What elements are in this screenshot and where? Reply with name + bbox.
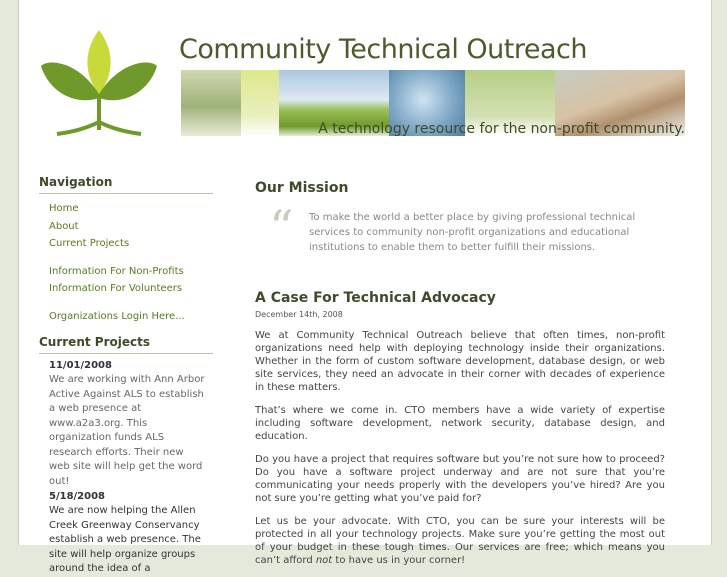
post-title: A Case For Technical Advocacy bbox=[255, 290, 496, 306]
projects-heading: Current Projects bbox=[39, 335, 213, 354]
post-date: December 14th, 2008 bbox=[255, 310, 343, 319]
mission-quote-block bbox=[255, 200, 665, 290]
nav-current-projects-link[interactable]: Current Projects bbox=[49, 238, 130, 249]
project-description: We are now helping the Allen Creek Greenway Conservancy establish a web presence. The site will help organize groups around the idea of a bbox=[49, 505, 201, 574]
post-paragraph: We at Community Technical Outreach believe that often times, non-profit organizations need help with deploying technology inside their organizations. Whether in the form of custom software development, database design, or web site services, they need an advocate in their corner with decades of experience in these matters. bbox=[255, 330, 665, 393]
nav-login-link[interactable]: Organizations Login Here... bbox=[49, 310, 185, 322]
nav-nonprofits-link[interactable]: Information For Non-Profits bbox=[49, 265, 184, 277]
paragraph-emphasis: not bbox=[315, 555, 333, 566]
paragraph-text: to have us in your corner! bbox=[332, 555, 466, 566]
tagline: A technology resource for the non-profit community. bbox=[318, 121, 685, 137]
project-date: 5/18/2008 bbox=[49, 491, 106, 502]
main-content bbox=[255, 180, 665, 567]
page bbox=[18, 0, 712, 574]
project-date: 11/01/2008 bbox=[49, 360, 112, 371]
site-title: Community Technical Outreach bbox=[179, 34, 587, 65]
mission-heading: Our Mission bbox=[255, 180, 349, 196]
banner-green-block bbox=[241, 70, 279, 136]
quote-mark-icon: “ bbox=[269, 200, 294, 256]
post-paragraph bbox=[255, 515, 665, 567]
mission-quote: To make the world a better place by giving professional technical services to community non-profit organizations and educational institutions to enable them to better fulfill their missions. bbox=[309, 212, 636, 253]
nav-about-link[interactable]: About bbox=[49, 220, 79, 232]
banner-plant-photo bbox=[181, 70, 241, 136]
sprout-leaves-icon[interactable] bbox=[39, 22, 159, 142]
sidebar bbox=[39, 175, 213, 577]
paragraph-text: Let us be your advocate. With CTO, you can be sure your interests will be protected in all your technology projects. Make sure you’re getting the most out of your budget in these tough times. Our services are free; which means you can’t afford bbox=[255, 516, 665, 566]
post-paragraph: That’s where we come in. CTO members have a wide variety of expertise including software development, network security, database design, and education. bbox=[255, 405, 665, 442]
nav-heading: Navigation bbox=[39, 175, 213, 194]
nav-volunteers-link[interactable]: Information For Volunteers bbox=[49, 283, 183, 294]
nav-home-link[interactable]: Home bbox=[49, 203, 79, 214]
project-description: We are working with Ann Arbor Active Against ALS to establish a web presence at www.a2a3.org. This organization funds ALS research efforts. Their new web site will help get the word out! bbox=[49, 374, 205, 487]
post-paragraph: Do you have a project that requires software but you’re not sure how to proceed? Do you have a software project underway and are not sure that you’re communicating your needs properly with the developers you’ve hired? Are you not sure you’re getting what you’ve paid for? bbox=[255, 454, 665, 504]
